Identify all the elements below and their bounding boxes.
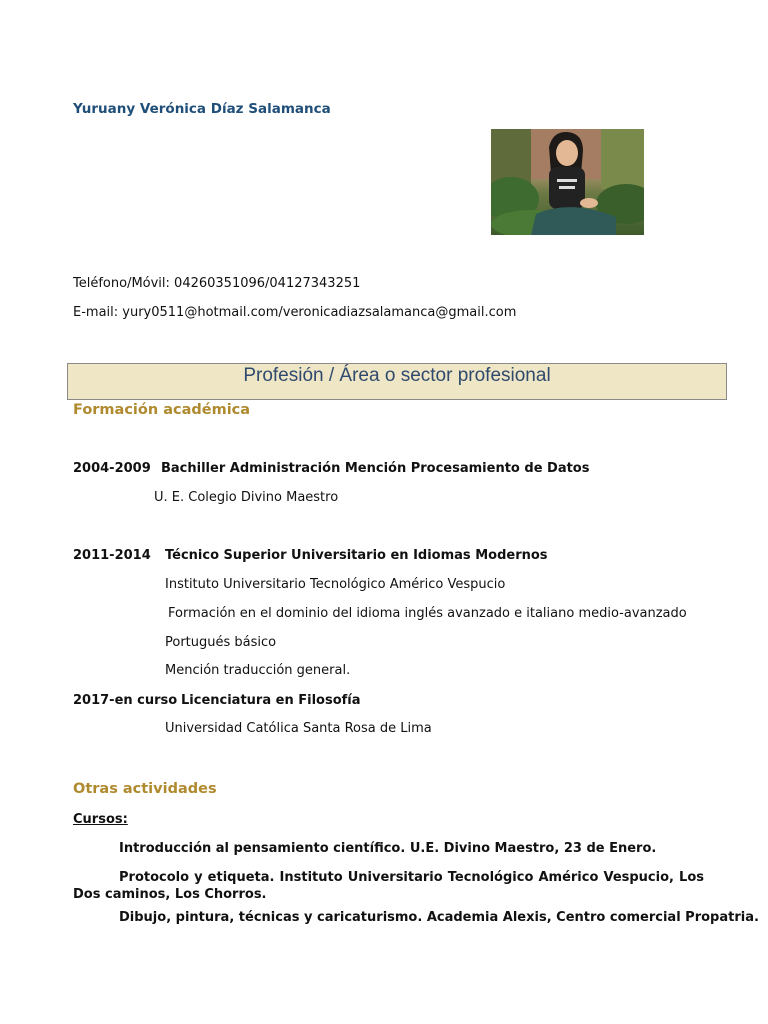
- education-detail: Universidad Católica Santa Rosa de Lima: [165, 721, 432, 736]
- profession-banner-title: Profesión / Área o sector profesional: [243, 365, 551, 386]
- courses-label: Cursos:: [73, 812, 128, 827]
- education-heading: Formación académica: [73, 402, 251, 418]
- email-line: E-mail: yury0511@hotmail.com/veronicadiazsalamanca@gmail.com: [73, 305, 517, 320]
- education-years: 2004-2009: [73, 461, 151, 476]
- phone-line: Teléfono/Móvil: 04260351096/04127343251: [73, 276, 361, 291]
- education-years: 2011-2014: [73, 548, 151, 563]
- education-detail: Instituto Universitario Tecnológico Américo Vespucio: [165, 577, 506, 592]
- course-item: Introducción al pensamiento científico. U.E. Divino Maestro, 23 de Enero.: [119, 841, 657, 856]
- other-activities-heading: Otras actividades: [73, 781, 217, 797]
- course-item: Dibujo, pintura, técnicas y caricaturismo. Academia Alexis, Centro comercial Propatria.: [119, 910, 759, 925]
- profession-banner: [67, 363, 727, 400]
- profile-photo-illustration: [491, 129, 644, 235]
- education-detail: Portugués básico: [165, 635, 277, 650]
- course-item: Protocolo y etiqueta. Instituto Universitario Tecnológico Américo Vespucio, Los Dos caminos, Los Chorros.: [73, 870, 704, 902]
- education-title: Bachiller Administración Mención Procesamiento de Datos: [161, 461, 590, 476]
- candidate-name: Yuruany Verónica Díaz Salamanca: [73, 101, 331, 117]
- education-detail: U. E. Colegio Divino Maestro: [154, 490, 339, 505]
- profile-photo: [491, 129, 644, 235]
- education-detail: Formación en el dominio del idioma inglés avanzado e italiano medio-avanzado: [168, 606, 687, 621]
- education-title: Técnico Superior Universitario en Idiomas Modernos: [165, 548, 548, 563]
- education-years: 2017-en curso: [73, 693, 178, 708]
- education-detail: Mención traducción general.: [165, 663, 351, 678]
- education-title: Licenciatura en Filosofía: [181, 693, 361, 708]
